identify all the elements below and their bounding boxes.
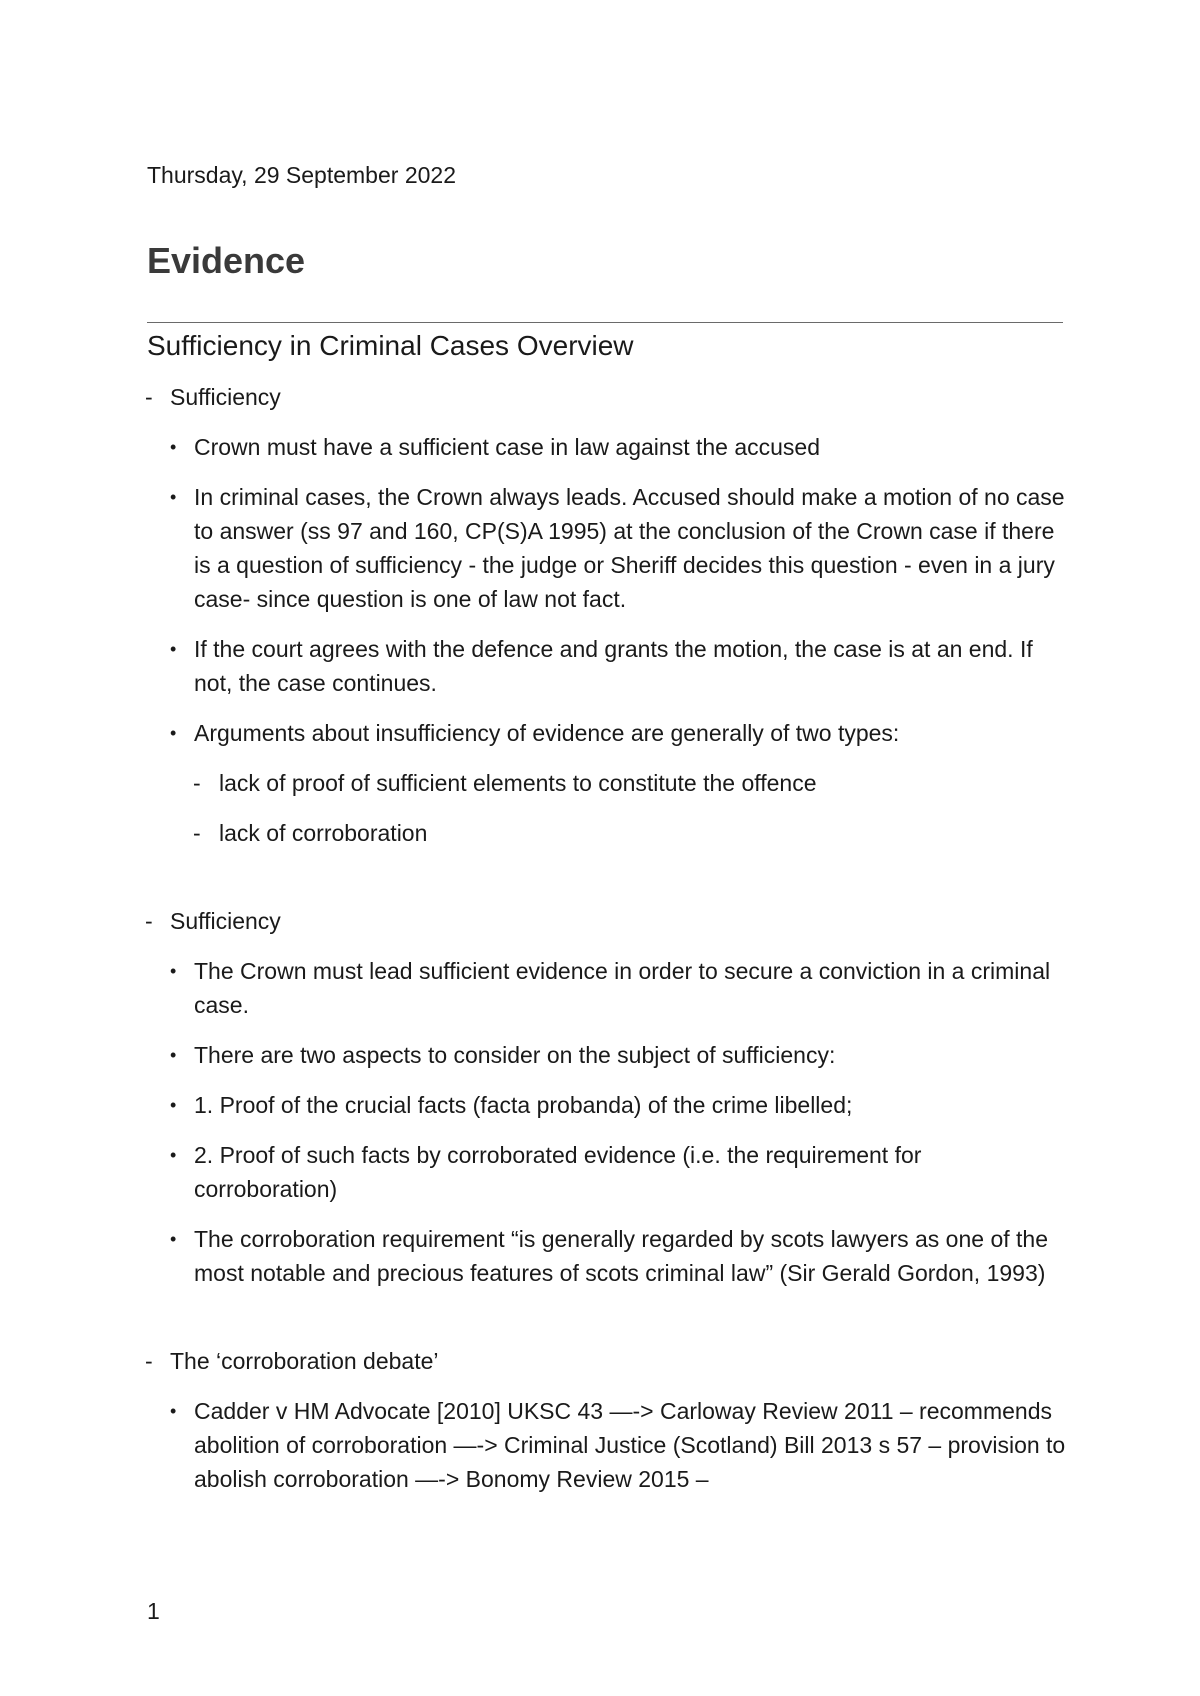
title-divider bbox=[147, 322, 1063, 323]
document-title: Evidence bbox=[147, 240, 306, 281]
bullet-marker: • bbox=[170, 1145, 177, 1165]
bullet-marker: • bbox=[170, 437, 177, 457]
bullet-text: The Crown must lead sufficient evidence in order to secure a conviction in a criminal case. bbox=[194, 958, 1051, 1018]
bullet-item bbox=[0, 1138, 1200, 1206]
sub-item bbox=[0, 766, 1200, 800]
page-number: 1 bbox=[147, 1598, 160, 1624]
bullet-text: Cadder v HM Advocate [2010] UKSC 43 —-> Carloway Review 2011 – recommends abolition of corroboration —-> Criminal Justice (Scotland) Bill 2013 s 57 – provision to abolish corroboration —-> Bonomy Review 2015 – bbox=[194, 1398, 1066, 1492]
dash-heading bbox=[0, 1344, 1200, 1378]
dash-marker: - bbox=[145, 384, 153, 410]
section-subtitle: Sufficiency in Criminal Cases Overview bbox=[147, 330, 634, 361]
dash-marker: - bbox=[193, 770, 201, 796]
bullet-marker: • bbox=[170, 639, 177, 659]
bullet-marker: • bbox=[170, 1095, 177, 1115]
bullet-text: 2. Proof of such facts by corroborated evidence (i.e. the requirement for corroboration) bbox=[194, 1142, 922, 1202]
notes-section bbox=[0, 380, 1200, 850]
document-date: Thursday, 29 September 2022 bbox=[147, 162, 456, 188]
notes-section bbox=[0, 1344, 1200, 1496]
dash-heading bbox=[0, 380, 1200, 414]
bullet-item bbox=[0, 480, 1200, 616]
bullet-text: The corroboration requirement “is generally regarded by scots lawyers as one of the most notable and precious features of scots criminal law” (Sir Gerald Gordon, 1993) bbox=[194, 1226, 1048, 1286]
bullet-item bbox=[0, 430, 1200, 464]
bullet-item bbox=[0, 1394, 1200, 1496]
bullet-item bbox=[0, 1222, 1200, 1290]
dash-heading-text: The ‘corroboration debate’ bbox=[170, 1348, 439, 1374]
bullet-text: 1. Proof of the crucial facts (facta probanda) of the crime libelled; bbox=[194, 1092, 853, 1118]
dash-marker: - bbox=[145, 908, 153, 934]
dash-heading-text: Sufficiency bbox=[170, 908, 281, 934]
bullet-item bbox=[0, 632, 1200, 700]
bullet-text: Crown must have a sufficient case in law against the accused bbox=[194, 434, 821, 460]
dash-heading-text: Sufficiency bbox=[170, 384, 281, 410]
bullet-item bbox=[0, 1088, 1200, 1122]
bullet-marker: • bbox=[170, 487, 177, 507]
sub-item-text: lack of proof of sufficient elements to constitute the offence bbox=[219, 770, 817, 796]
bullet-marker: • bbox=[170, 961, 177, 981]
bullet-marker: • bbox=[170, 1229, 177, 1249]
notes-content bbox=[0, 380, 1200, 1550]
bullet-text: If the court agrees with the defence and grants the motion, the case is at an end. If not, the case continues. bbox=[194, 636, 1033, 696]
bullet-item bbox=[0, 716, 1200, 750]
bullet-text: In criminal cases, the Crown always leads. Accused should make a motion of no case to answer (ss 97 and 160, CP(S)A 1995) at the conclusion of the Crown case if there is a question of sufficiency - the judge or Sheriff decides this question - even in a jury case- since question is one of law not fact. bbox=[194, 484, 1065, 612]
bullet-marker: • bbox=[170, 723, 177, 743]
bullet-marker: • bbox=[170, 1401, 177, 1421]
bullet-item bbox=[0, 1038, 1200, 1072]
notes-section bbox=[0, 904, 1200, 1290]
bullet-text: There are two aspects to consider on the subject of sufficiency: bbox=[194, 1042, 836, 1068]
bullet-item bbox=[0, 954, 1200, 1022]
bullet-marker: • bbox=[170, 1045, 177, 1065]
sub-item bbox=[0, 816, 1200, 850]
dash-marker: - bbox=[193, 820, 201, 846]
dash-marker: - bbox=[145, 1348, 153, 1374]
sub-item-text: lack of corroboration bbox=[219, 820, 428, 846]
dash-heading bbox=[0, 904, 1200, 938]
bullet-text: Arguments about insufficiency of evidence are generally of two types: bbox=[194, 720, 900, 746]
